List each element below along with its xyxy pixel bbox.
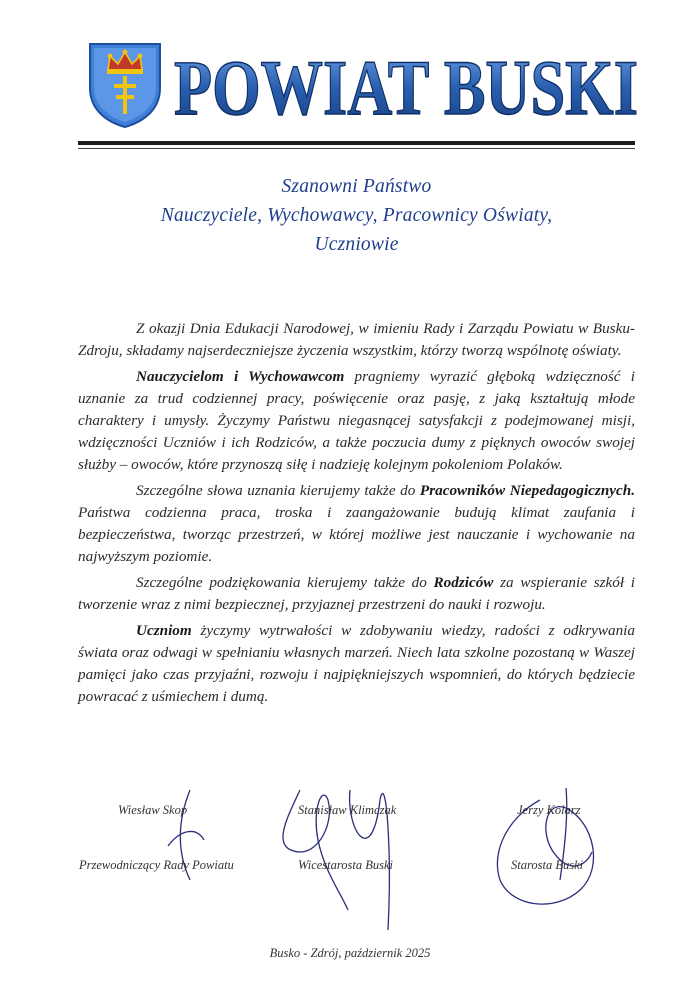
emphasis: Nauczycielom i Wychowawcom bbox=[136, 368, 345, 385]
signature-title: Starosta Buski bbox=[511, 858, 584, 872]
place-and-date: Busko - Zdrój, październik 2025 bbox=[269, 946, 431, 960]
paragraph-text: Z okazji Dnia Edukacji Narodowej, w imieniu Rady i Zarządu Powiatu w Busku-Zdroju, składamy najserdeczniejsze życzenia wszystkim, którzy tworzą wspólnotę oświaty. bbox=[78, 320, 635, 359]
emphasis: Rodziców bbox=[433, 574, 494, 591]
brand-wordmark bbox=[172, 34, 642, 130]
paragraph-text: Szczególne słowa uznania kierujemy także do bbox=[136, 482, 420, 499]
paragraph-text: Państwa codzienna praca, troska i zaangażowanie budują klimat zaufania i bezpieczeństwa, tworząc przestrzeń, w której możliwe jest nauczanie i wychowanie na najwyższym poziomie. bbox=[78, 504, 635, 565]
brand-text: POWIAT BUSKI bbox=[174, 44, 638, 131]
letter-body bbox=[78, 318, 635, 708]
signature-title: Wicestarosta Buski bbox=[298, 858, 394, 872]
paragraph-staff bbox=[78, 480, 635, 568]
signature-name: Stanisław Klimczak bbox=[298, 803, 397, 817]
paragraph-text: pragniemy wyrazić głęboką wdzięczność i uznanie za trud codziennej pracy, poświęcenie oraz pasję, z jaką kształtują młode charaktery i umysły. Życzymy Państwu niegasnącej satysfakcji z podejmowanej misji, wdzięczności Uczniów i ich Rodziców, a także poczucia dumy z pięknych owoców swojej służby – owoców, które przynoszą siłę i nadzieję kolejnym pokoleniom Polaków. bbox=[78, 368, 635, 473]
paragraph-text: Szczególne podziękowania kierujemy także do bbox=[136, 574, 434, 591]
signature-name: Jerzy Kolarz bbox=[517, 803, 581, 817]
paragraph-text: za wspieranie szkół i tworzenie wraz z nimi bezpiecznej, przyjaznej przestrzeni do nauki i rozwoju. bbox=[78, 574, 635, 613]
emphasis: Pracowników Niepedagogicznych. bbox=[419, 482, 636, 499]
signature-name: Wiesław Skop bbox=[118, 803, 188, 817]
greeting-line: Szanowni Państwo bbox=[281, 176, 432, 197]
paragraph-intro bbox=[78, 318, 635, 362]
paragraph-parents bbox=[78, 572, 635, 616]
signature-title: Przewodniczący Rady Powiatu bbox=[79, 858, 234, 872]
coat-of-arms-icon bbox=[88, 42, 162, 128]
greeting-line: Nauczyciele, Wychowawcy, Pracownicy Oświaty, bbox=[160, 205, 553, 226]
emphasis: Uczniom bbox=[136, 622, 192, 639]
greeting bbox=[78, 172, 635, 259]
paragraph-teachers bbox=[78, 366, 635, 476]
paragraph-text: życzymy wytrwałości w zdobywaniu wiedzy, radości z odkrywania świata oraz odwagi w spełnianiu własnych marzeń. Niech lata szkolne pozostaną w Waszej pamięci jako czas przyjaźni, rozwoju i najpiękniejszych wspomnień, do których będziecie powracać z uśmiechem i dumą. bbox=[78, 622, 635, 705]
paragraph-students bbox=[78, 620, 635, 708]
greeting-line: Uczniowie bbox=[314, 234, 399, 255]
header-divider-thick bbox=[78, 141, 635, 145]
header-divider-thin bbox=[78, 148, 635, 149]
